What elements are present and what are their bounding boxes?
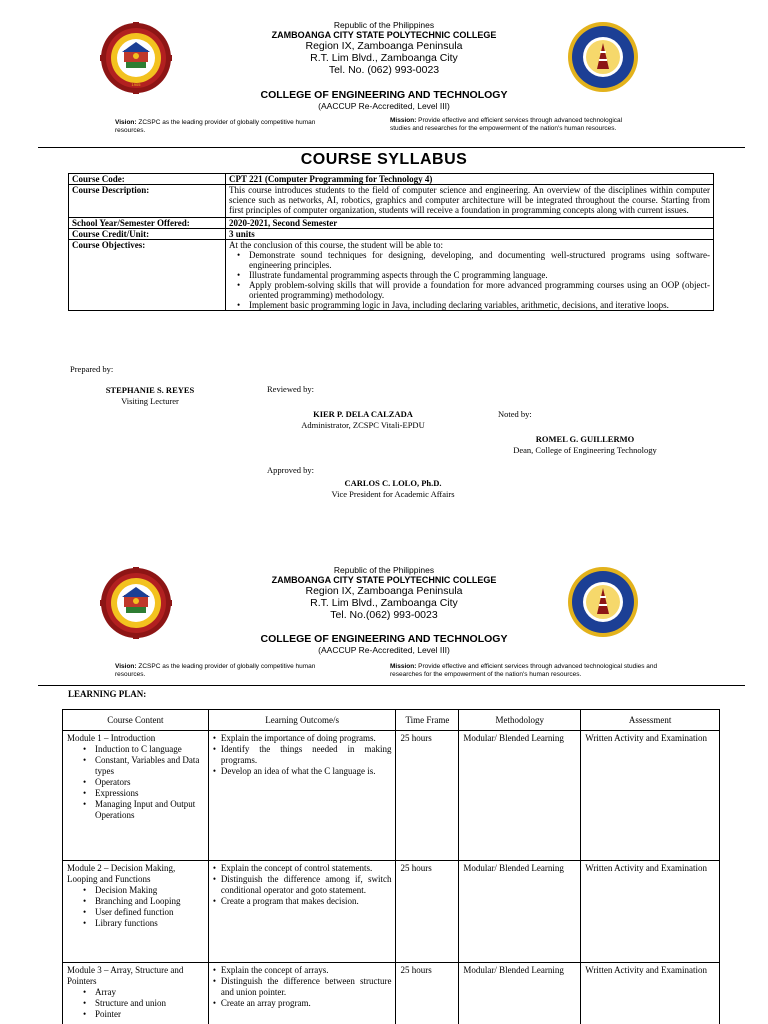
- list-item: • Constant, Variables and Data types: [83, 755, 204, 777]
- course-content-cell: [63, 731, 209, 861]
- telephone-line: Tel. No. (062) 993-0023: [328, 64, 440, 76]
- course-code-label: Course Code:: [69, 174, 226, 185]
- objectives-list: [229, 250, 710, 310]
- table-row: [69, 240, 714, 311]
- region-line: Region IX, Zamboanga Peninsula: [305, 40, 463, 52]
- table-row: [69, 185, 714, 218]
- methodology-cell: Modular/ Blended Learning: [459, 963, 581, 1024]
- table-row: [63, 731, 720, 861]
- accreditation-line: (AACCUP Re-Accredited, Level III): [318, 101, 450, 111]
- vision-text: ZCSPC as the leading provider of globally competitive human resources.: [115, 663, 316, 678]
- mission-text: Provide effective and efficient services through advanced technological studies and researches for the empowerment of the nation's human resources.: [390, 117, 623, 132]
- course-credit-label: Course Credit/Unit:: [69, 229, 226, 240]
- list-item: • User defined function: [83, 907, 204, 918]
- learning-outcome-cell: [208, 861, 396, 963]
- signatory-title: Visiting Lecturer: [121, 396, 179, 406]
- learning-outcome-cell: [208, 731, 396, 861]
- signatory-name: KIER P. DELA CALZADA: [313, 409, 413, 419]
- table-header-row: [63, 710, 720, 731]
- noted-by-label: Noted by:: [498, 409, 532, 419]
- assessment-cell: Written Activity and Examination: [581, 963, 720, 1024]
- list-item: • Illustrate fundamental programming aspects through the C programming language.: [237, 270, 710, 280]
- mission-statement: [390, 663, 690, 679]
- signatory-title: Administrator, ZCSPC Vitali-EPDU: [301, 420, 425, 430]
- signatory-name: STEPHANIE S. REYES: [105, 385, 195, 395]
- school-year-label: School Year/Semester Offered:: [69, 218, 226, 229]
- street-line: R.T. Lim Blvd., Zamboanga City: [310, 597, 458, 609]
- course-code-value: CPT 221 (Computer Programming for Technology 4): [226, 174, 714, 185]
- street-line: R.T. Lim Blvd., Zamboanga City: [310, 52, 458, 64]
- column-header: Time Frame: [396, 710, 459, 731]
- signatory-name: CARLOS C. LOLO, Ph.D.: [344, 478, 442, 488]
- outcome-list: [213, 863, 392, 907]
- table-row: [69, 174, 714, 185]
- prepared-by-label: Prepared by:: [70, 364, 114, 374]
- topic-list: [67, 987, 204, 1020]
- learning-plan-label: LEARNING PLAN:: [68, 689, 147, 699]
- mission-statement: [390, 117, 628, 133]
- table-row: [69, 229, 714, 240]
- list-item: • Identify the things needed in making programs.: [213, 744, 392, 766]
- outcome-list: [213, 965, 392, 1009]
- republic-line: Republic of the Philippines: [333, 565, 435, 575]
- list-item: • Library functions: [83, 918, 204, 929]
- list-item: • Operators: [83, 777, 204, 788]
- prepared-by-block: [80, 385, 220, 407]
- vision-label: Vision:: [115, 119, 137, 126]
- list-item: • Distinguish the difference among if, switch conditional operator and goto statement.: [213, 874, 392, 896]
- svg-text:1905: 1905: [131, 82, 141, 87]
- module-prefix: Module 2 –: [67, 863, 111, 873]
- list-item: • Explain the importance of doing programs.: [213, 733, 392, 744]
- list-item: • Expressions: [83, 788, 204, 799]
- table-row: [69, 218, 714, 229]
- table-row: [63, 861, 720, 963]
- course-content-cell: [63, 963, 209, 1024]
- mission-label: Mission:: [390, 117, 417, 124]
- list-item: • Create a program that makes decision.: [213, 896, 392, 907]
- school-year-value: 2020-2021, Second Semester: [226, 218, 714, 229]
- department-block-2: [0, 633, 768, 655]
- course-description-label: Course Description:: [69, 185, 226, 218]
- syllabus-title: COURSE SYLLABUS: [300, 151, 468, 168]
- department-block-1: [0, 89, 768, 111]
- course-content-cell: [63, 861, 209, 963]
- time-frame-cell: 25 hours: [396, 731, 459, 861]
- list-item: • Pointer: [83, 1009, 204, 1020]
- module-title: Decision Making, Looping and Functions: [67, 863, 176, 884]
- signatory-title: Vice President for Academic Affairs: [331, 489, 455, 499]
- list-item: • Induction to C language: [83, 744, 204, 755]
- list-item: • Managing Input and Output Operations: [83, 799, 204, 821]
- course-description-value: This course introduces students to the field of computer science and engineering. An overview of the disciplines within computer science such as networks, AI, robotics, graphics and computer architecture will be integrated throughout the course. Starting from first principles of computer organization, students will receive a foundation in programming concepts along with current issues.: [226, 185, 714, 218]
- course-objectives-cell: [226, 240, 714, 311]
- accreditation-line: (AACCUP Re-Accredited, Level III): [318, 645, 450, 655]
- signatory-name: ROMEL G. GUILLERMO: [535, 434, 635, 444]
- department-name: COLLEGE OF ENGINEERING AND TECHNOLOGY: [260, 633, 508, 645]
- vision-text: ZCSPC as the leading provider of globally competitive human resources.: [115, 119, 316, 134]
- column-header: Assessment: [581, 710, 720, 731]
- list-item: • Decision Making: [83, 885, 204, 896]
- republic-line: Republic of the Philippines: [333, 20, 435, 30]
- header-divider: [38, 685, 745, 686]
- letterhead-1: [0, 20, 768, 76]
- reviewed-by-block: [263, 409, 463, 431]
- assessment-cell: Written Activity and Examination: [581, 861, 720, 963]
- course-info-table: [68, 173, 714, 311]
- assessment-cell: Written Activity and Examination: [581, 731, 720, 861]
- course-credit-value: 3 units: [226, 229, 714, 240]
- table-row: [63, 963, 720, 1024]
- list-item: • Distinguish the difference between structure and union pointer.: [213, 976, 392, 998]
- module-prefix: Module 3 –: [67, 965, 111, 975]
- list-item: • Explain the concept of arrays.: [213, 965, 392, 976]
- module-prefix: Module 1 –: [67, 733, 111, 743]
- noted-by-block: [490, 434, 680, 456]
- header-divider: [38, 147, 745, 148]
- topic-list: [67, 885, 204, 929]
- department-name: COLLEGE OF ENGINEERING AND TECHNOLOGY: [260, 89, 508, 101]
- course-objectives-label: Course Objectives:: [69, 240, 226, 311]
- approved-by-block: [313, 478, 473, 500]
- time-frame-cell: 25 hours: [396, 861, 459, 963]
- outcome-list: [213, 733, 392, 777]
- methodology-cell: Modular/ Blended Learning: [459, 861, 581, 963]
- methodology-cell: Modular/ Blended Learning: [459, 731, 581, 861]
- learning-outcome-cell: [208, 963, 396, 1024]
- list-item: • Develop an idea of what the C language is.: [213, 766, 392, 777]
- list-item: • Structure and union: [83, 998, 204, 1009]
- vision-label: Vision:: [115, 663, 137, 670]
- vision-statement: [115, 663, 340, 679]
- mission-text: Provide effective and efficient services through advanced technological studies and researches for the empowerment of the nation's human resources.: [390, 663, 658, 678]
- topic-list: [67, 744, 204, 821]
- region-line: Region IX, Zamboanga Peninsula: [305, 585, 463, 597]
- list-item: • Create an array program.: [213, 998, 392, 1009]
- approved-by-label: Approved by:: [267, 465, 314, 475]
- list-item: • Branching and Looping: [83, 896, 204, 907]
- learning-plan-table: [62, 709, 720, 1024]
- college-name: ZAMBOANGA CITY STATE POLYTECHNIC COLLEGE: [271, 575, 497, 585]
- column-header: Course Content: [63, 710, 209, 731]
- objectives-intro: At the conclusion of this course, the student will be able to:: [229, 240, 443, 250]
- college-name: ZAMBOANGA CITY STATE POLYTECHNIC COLLEGE: [271, 30, 497, 40]
- list-item: • Demonstrate sound techniques for designing, developing, and documenting well-structured programs using software-engineering principles.: [237, 250, 710, 270]
- list-item: • Apply problem-solving skills that will provide a foundation for more advanced programming courses using an OOP (object-oriented programming) methodology.: [237, 280, 710, 300]
- telephone-line: Tel. No.(062) 993-0023: [330, 609, 438, 621]
- letterhead-2: [0, 565, 768, 621]
- module-title: Array, Structure and Pointers: [67, 965, 184, 986]
- signatory-title: Dean, College of Engineering Technology: [513, 445, 657, 455]
- reviewed-by-label: Reviewed by:: [267, 384, 314, 394]
- list-item: • Implement basic programming logic in Java, including declaring variables, arithmetic, decisions, and iterative loops.: [237, 300, 710, 310]
- time-frame-cell: 25 hours: [396, 963, 459, 1024]
- list-item: • Array: [83, 987, 204, 998]
- vision-statement: [115, 119, 340, 135]
- module-title: Introduction: [110, 733, 156, 743]
- column-header: Methodology: [459, 710, 581, 731]
- column-header: Learning Outcome/s: [208, 710, 396, 731]
- mission-label: Mission:: [390, 663, 417, 670]
- list-item: • Explain the concept of control statements.: [213, 863, 392, 874]
